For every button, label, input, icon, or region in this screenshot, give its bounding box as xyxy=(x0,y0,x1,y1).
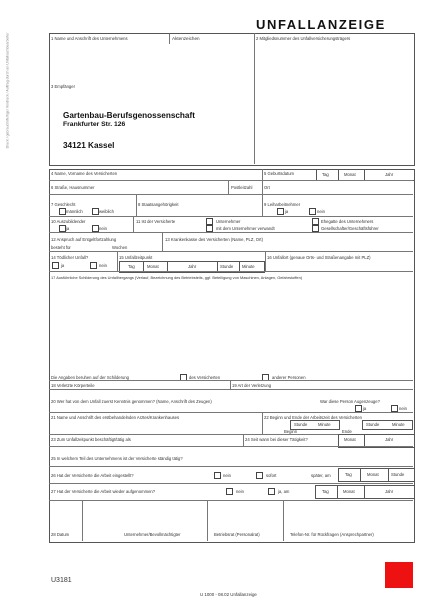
augenzeuge-label: War diese Person Augenzeuge? xyxy=(320,399,380,404)
unfall-monat-label: Monat xyxy=(147,264,159,269)
field-16-label: 16 Unfallort (genaue Orts- und Straßenangabe mit PLZ) xyxy=(267,255,371,260)
eingestellt-nein-label: nein xyxy=(223,473,231,478)
field-1-label: 1 Name und Anschrift des Unternehmens xyxy=(51,36,128,41)
field-18-label: 18 Verletzte Körperteile xyxy=(51,383,95,388)
field-7-label: 7 Geschlecht xyxy=(51,202,76,207)
augenzeuge-ja-label: ja xyxy=(363,406,367,411)
field-6-label: 6 Straße, Hausnummer xyxy=(51,185,95,190)
wieder-ja-am-label: ja, am xyxy=(278,489,290,494)
beginn-field[interactable] xyxy=(290,420,340,430)
ende-label: Ende xyxy=(342,429,352,434)
azubi-ja-checkbox[interactable] xyxy=(59,225,66,232)
beginn-minute-label: Minute xyxy=(318,422,331,427)
leiharbeit-ja-label: ja xyxy=(285,209,289,214)
verwandt-label: mit dem Unternehmer verwandt xyxy=(216,226,275,231)
field-24-label: 24 Seit wann bei dieser Tätigkeit? xyxy=(245,437,308,442)
field-3-label: 3 Empfänger xyxy=(51,84,75,89)
eingestellt-monat-label: Monat xyxy=(367,472,379,477)
unternehmer-signature-label: Unternehmer/Bevollmächtigter xyxy=(124,532,181,537)
female-checkbox[interactable] xyxy=(92,208,99,215)
field-10-label: 10 Auszubildender xyxy=(51,219,86,224)
red-marker xyxy=(385,562,413,588)
wieder-nein-label: nein xyxy=(236,489,244,494)
leiharbeit-nein-checkbox[interactable] xyxy=(309,208,316,215)
ende-minute-label: Minute xyxy=(392,422,405,427)
spaeter-am-label: später, am xyxy=(311,473,331,478)
recipient-city: 34121 Kassel xyxy=(63,141,115,150)
unternehmer-label: Unternehmer xyxy=(216,219,241,224)
postleitzahl-label: Postleitzahl xyxy=(231,185,253,190)
margin-note: Druck / gebrauchsfertiger Vordruck / Auftrag durch an Unfallsachbearbeiter xyxy=(5,32,10,149)
wieder-tag-label: Tag xyxy=(322,489,329,494)
ehegatte-label: Ehegatte des Unternehmers xyxy=(321,219,374,224)
toedlich-nein-checkbox[interactable] xyxy=(90,262,97,269)
eingestellt-nein-checkbox[interactable] xyxy=(214,472,221,479)
gesellschafter-label: Gesellschafter/Geschäftsführer xyxy=(321,226,379,231)
field-25-label: 25 In welchem Teil des Unternehmens ist der Versicherte ständig tätig? xyxy=(51,456,183,461)
form-number: U3181 xyxy=(51,577,72,584)
field-17-label: 17 Ausführliche Schilderung des Unfallhergangs (Verlauf, Bezeichnung des Betriebsteils, ggf. Beteiligung von Maschinen, Anlagen, Gefahrstoffen) xyxy=(51,275,303,280)
schilderung-versicherter-label: des Versicherten xyxy=(189,375,221,380)
female-label: weiblich xyxy=(99,209,114,214)
field-28-label: 28 Datum xyxy=(51,532,70,537)
ende-field[interactable] xyxy=(362,420,413,430)
field-22-label: 22 Beginn und Ende der Arbeitszeit des Versicherten xyxy=(264,415,363,420)
unfall-tag-label: Tag xyxy=(128,264,135,269)
unternehmer-checkbox[interactable] xyxy=(206,218,213,225)
angaben-beruhen-label: Die Angaben beruhen auf der Schilderung xyxy=(51,375,129,380)
eingestellt-sofort-label: sofort xyxy=(266,473,277,478)
field-21-label: 21 Name und Anschrift des erstbehandelnden Arztes/Krankenhauses xyxy=(51,415,180,420)
seit-monat-label: Monat xyxy=(344,437,356,442)
ort-label: Ort xyxy=(264,185,270,190)
beginn-label: Beginn xyxy=(284,429,298,434)
field-12-label: 12 Anspruch auf Entgeltfortzahlung xyxy=(51,237,117,242)
field-8-label: 8 Staatsangehörigkeit xyxy=(138,202,179,207)
eingestellt-stunde-label: Stunde xyxy=(391,472,405,477)
recipient-street: Frankfurter Str. 126 xyxy=(63,121,126,128)
field-14-label: 14 Tödlicher Unfall? xyxy=(51,255,89,260)
birth-year-label: Jahr xyxy=(385,172,394,177)
toedlich-ja-checkbox[interactable] xyxy=(52,262,59,269)
leiharbeit-nein-label: nein xyxy=(317,209,325,214)
augenzeuge-ja-checkbox[interactable] xyxy=(355,405,362,412)
verwandt-checkbox[interactable] xyxy=(206,225,213,232)
augenzeuge-nein-checkbox[interactable] xyxy=(391,405,398,412)
telefon-label: Telefon-Nr. für Rückfragen (Ansprechpartner) xyxy=(290,532,374,537)
azubi-ja-label: ja xyxy=(66,226,70,231)
eingestellt-tag-label: Tag xyxy=(345,472,352,477)
unfall-jahr-label: Jahr xyxy=(188,264,197,269)
male-label: männlich xyxy=(66,209,83,214)
seit-jahr-label: Jahr xyxy=(385,437,394,442)
recipient-name: Gartenbau-Berufsgenossenschaft xyxy=(63,111,195,120)
birth-month-label: Monat xyxy=(344,172,356,177)
field-13-label: 13 Krankenkasse des Versicherten (Name, PLZ, Ort) xyxy=(165,237,263,242)
field-23-label: 23 Zum Unfallzeitpunkt beschäftigt/tätig als xyxy=(51,437,131,442)
field-19-label: 19 Art der Verletzung xyxy=(232,383,272,388)
ehegatte-checkbox[interactable] xyxy=(312,218,319,225)
field-2-label: 2 Mitgliedsnummer des Unfallversicherungsträgers xyxy=(256,36,351,41)
field-11-label: 11 Ist der Versicherte xyxy=(136,219,176,224)
field-9-label: 9 Leiharbeitnehmer xyxy=(264,202,301,207)
gesellschafter-checkbox[interactable] xyxy=(312,225,319,232)
aktenzeichen-label: Aktenzeichen xyxy=(172,36,200,41)
wochen-label: Wochen xyxy=(112,245,128,250)
field-4-label: 4 Name, Vorname des Versicherten xyxy=(51,171,118,176)
beginn-stunde-label: Stunde xyxy=(294,422,308,427)
toedlich-nein-label: nein xyxy=(99,263,107,268)
wieder-monat-label: Monat xyxy=(343,489,355,494)
field-26-label: 26 Hat der Versicherte die Arbeit eingestellt? xyxy=(51,473,134,478)
leiharbeit-ja-checkbox[interactable] xyxy=(277,208,284,215)
schilderung-andere-label: anderer Personen xyxy=(272,375,306,380)
field-20-label: 20 Wer hat von dem Unfall zuerst Kenntnis genommen? (Name, Anschrift des Zeugen) xyxy=(51,399,212,404)
wieder-ja-checkbox[interactable] xyxy=(268,488,275,495)
besteht-fuer-label: besteht für xyxy=(51,245,71,250)
betriebsrat-signature-label: Betriebsrat (Personalrat) xyxy=(214,532,260,537)
eingestellt-sofort-checkbox[interactable] xyxy=(256,472,263,479)
field-15-label: 15 Unfallzeitpunkt xyxy=(119,255,153,260)
unfall-stunde-label: Stunde xyxy=(220,264,234,269)
toedlich-ja-label: ja xyxy=(61,263,65,268)
ende-stunde-label: Stunde xyxy=(366,422,380,427)
form-title: UNFALLANZEIGE xyxy=(256,17,386,32)
birth-day-label: Tag xyxy=(322,172,329,177)
form-code: U 1000 - 08.02 Unfallanzeige xyxy=(200,592,257,597)
augenzeuge-nein-label: nein xyxy=(399,406,407,411)
unfall-minute-label: Minute xyxy=(242,264,255,269)
male-checkbox[interactable] xyxy=(59,208,66,215)
wieder-jahr-label: Jahr xyxy=(385,489,394,494)
wieder-nein-checkbox[interactable] xyxy=(226,488,233,495)
azubi-nein-checkbox[interactable] xyxy=(92,225,99,232)
field-27-label: 27 Hat der Versicherte die Arbeit wieder aufgenommen? xyxy=(51,489,156,494)
field-5-label: 5 Geburtsdatum xyxy=(264,171,295,176)
azubi-nein-label: nein xyxy=(99,226,107,231)
